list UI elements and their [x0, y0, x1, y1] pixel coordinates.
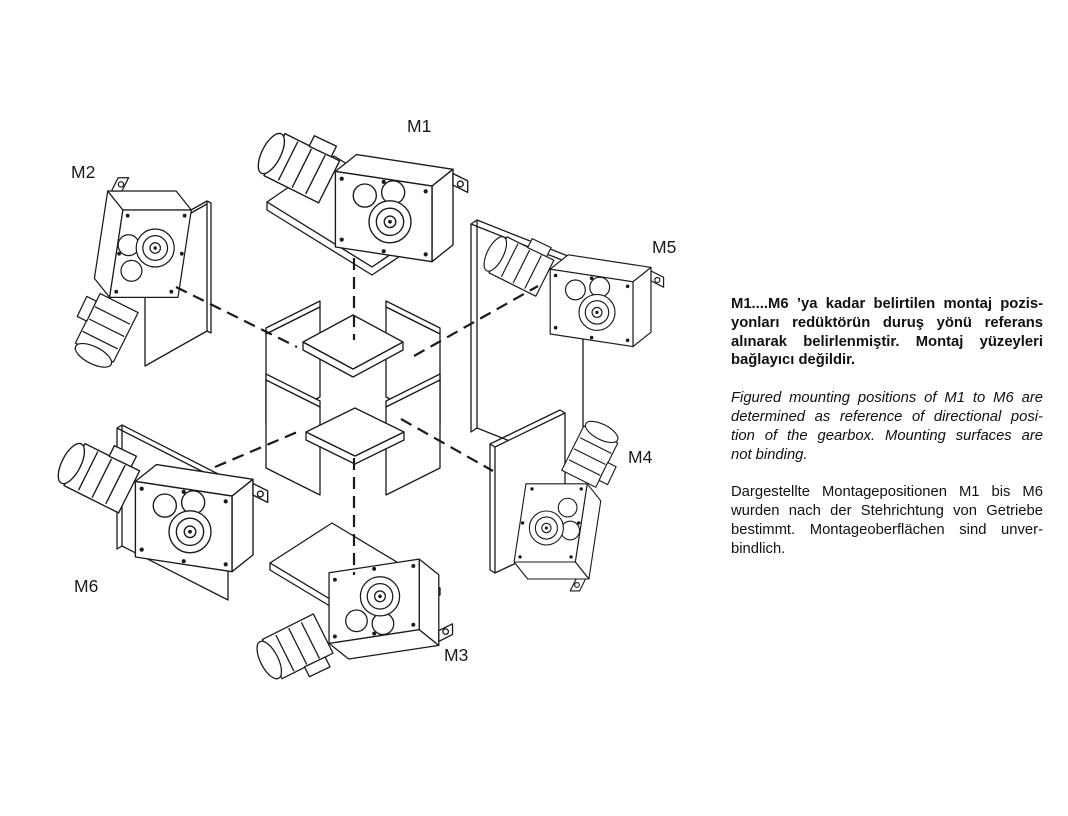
- text-line: Figured mounting positions of M1 to M6 are: [731, 390, 1043, 407]
- label-m6: M6: [74, 576, 99, 596]
- text-line: determined as reference of directional posi-: [731, 408, 1043, 425]
- paragraph-german: [731, 483, 1043, 558]
- label-m3: M3: [444, 645, 469, 665]
- text-line: Dargestellte Montagepositionen M1 bis M6: [731, 484, 1043, 501]
- label-m4: M4: [628, 447, 653, 467]
- text-line: tion of the gearbox. Mounting surfaces are: [731, 427, 1043, 444]
- text-line: yonları redüktörün duruş yönü referans: [731, 314, 1043, 331]
- text-line: wurden nach der Stehrichtung von Getriebe: [731, 503, 1043, 520]
- label-m1: M1: [407, 116, 432, 136]
- text-line: bindlich.: [731, 540, 786, 557]
- text-line: not binding.: [731, 446, 808, 463]
- text-line: M1....M6 ’ya kadar belirtilen montaj pozis-: [731, 296, 1043, 312]
- text-line: bestimmt. Montageoberflächen sind unver-: [731, 521, 1043, 538]
- trilingual-description: [731, 295, 1043, 578]
- paragraph-english: [731, 389, 1043, 464]
- text-line: bağlayıcı değildir.: [731, 352, 856, 369]
- text-line: alınarak belirlenmiştir. Montaj yüzeyleri: [731, 333, 1043, 350]
- label-m2: M2: [71, 162, 96, 182]
- label-m5: M5: [652, 237, 677, 257]
- paragraph-turkish: [731, 295, 1043, 370]
